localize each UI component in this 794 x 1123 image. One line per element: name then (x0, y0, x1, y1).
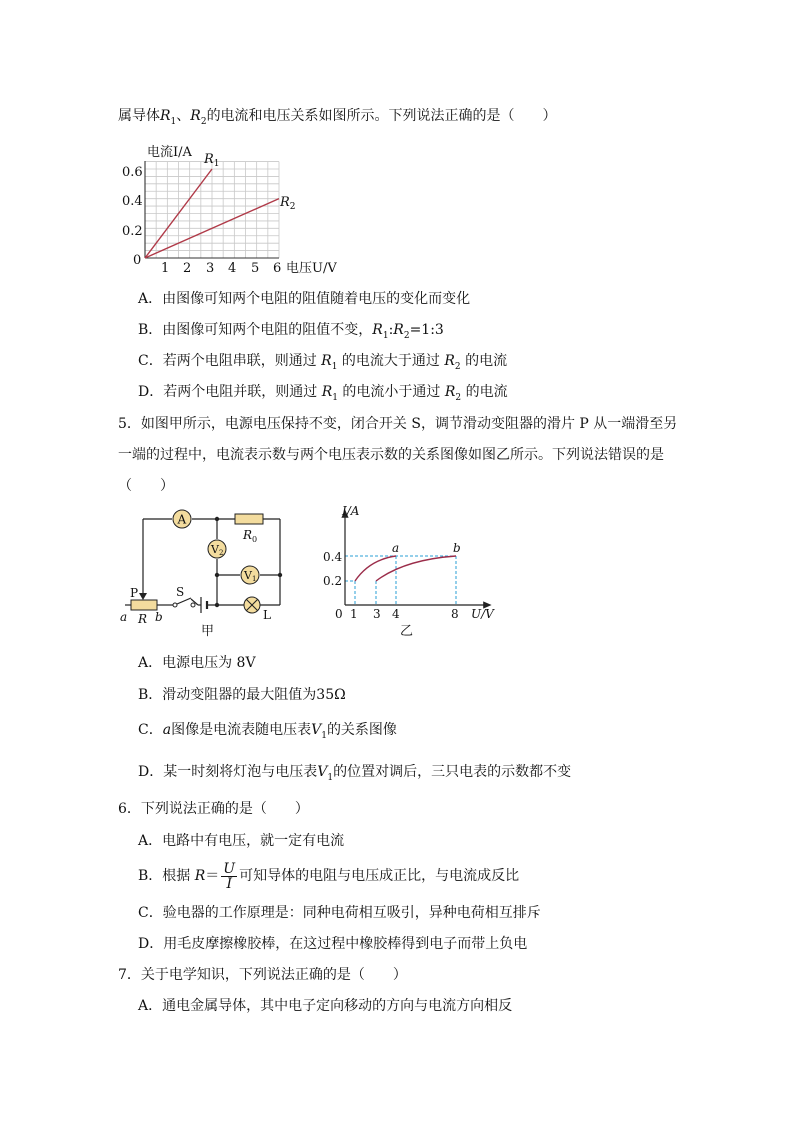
question-5-stem-line-1: 5．如图甲所示，电源电压保持不变，闭合开关 S，调节滑动变阻器的滑片 P 从一端滑至另 (118, 416, 678, 432)
circuit-diagram (115, 505, 300, 640)
x-axis-label: U/V (471, 607, 494, 621)
junction-dot (215, 603, 219, 607)
q6-option-b[interactable]: B．根据 R＝ $\frac{U}{I}$ 可知导体的电阻与电压成正比，与电流成反比 (138, 860, 520, 892)
y-axis-label: 电流I/A (147, 145, 192, 160)
question-5-stem-line-2: 一端的过程中，电流表示数与两个电压表示数的关系图像如图乙所示。下列说法错误的是 (118, 447, 664, 463)
q6-option-d[interactable]: D．用毛皮摩擦橡胶棒，在这过程中橡胶棒得到电子而带上负电 (138, 936, 528, 952)
x-tick-3: 3 (373, 607, 381, 621)
q5-option-a[interactable]: A．电源电压为 8V (138, 655, 256, 671)
q5-option-c[interactable]: C．a图像是电流表随电压表$V_1$的关系图像 (138, 722, 397, 741)
junction-dot (215, 517, 219, 521)
terminal-b-label: b (155, 610, 163, 624)
y-axis-label: I/A (342, 504, 360, 518)
ammeter-label: A (177, 512, 187, 527)
y-tick-0.4: 0.4 (323, 550, 343, 564)
x-tick-8: 8 (451, 607, 459, 621)
q4-option-c[interactable]: C．若两个电阻串联，则通过 $R_1$ 的电流大于通过 $R_2$ 的电流 (138, 353, 508, 372)
r0-label: $R_0$ (243, 528, 258, 544)
y-tick-0.2: 0.2 (323, 574, 343, 588)
y-tick-label: 0.2 (122, 224, 143, 239)
slider-arrow-icon (139, 593, 147, 600)
x-tick-label: 1 (161, 261, 170, 276)
figure-caption-jia: 甲 (201, 624, 215, 639)
curve-b-label: b (453, 541, 461, 555)
series-curves (355, 556, 456, 581)
x-tick-1: 1 (350, 607, 358, 621)
q4-option-b[interactable]: B．由图像可知两个电阻的阻值不变，$R_1:R_2=1:3$ (138, 322, 444, 341)
switch-contact (173, 603, 177, 607)
x-tick-label: 2 (183, 261, 192, 276)
q6-option-a[interactable]: A．电路中有电压，就一定有电流 (138, 833, 345, 849)
series-label-r2: $R_2$ (280, 195, 296, 212)
iu-graph-yi (325, 505, 505, 640)
switch-contact (191, 603, 195, 607)
x-tick-label: 5 (251, 261, 260, 276)
terminal-a-label: a (120, 610, 128, 624)
series-label-r1: $R_1$ (204, 152, 220, 169)
lamp-l-label: L (263, 608, 271, 622)
y-tick-label: 0.6 (122, 165, 143, 180)
q5-option-d[interactable]: D．某一时刻将灯泡与电压表$V_1$的位置对调后，三只电表的示数都不变 (138, 764, 572, 783)
formula-fraction: $\frac{U}{I}$ (223, 860, 236, 892)
q4-option-a[interactable]: A．由图像可知两个电阻的阻值随着电压的变化而变化 (138, 291, 471, 307)
x-tick-label: 6 (273, 261, 282, 276)
x-tick-0: 0 (335, 607, 343, 621)
junction-dot (215, 573, 219, 577)
figure-caption-yi: 乙 (400, 624, 414, 639)
dashed-guides (345, 556, 456, 605)
junction-dot (278, 573, 282, 577)
q6-option-c[interactable]: C．验电器的工作原理是：同种电荷相互吸引，异种电荷相互排斥 (138, 905, 541, 921)
grid (145, 161, 279, 258)
y-tick-label: 0 (133, 253, 142, 268)
rheostat-r-label: R (138, 612, 148, 626)
y-tick-label: 0.4 (122, 194, 143, 209)
question-6-stem: 6．下列说法正确的是（ ） (118, 801, 309, 817)
x-tick-label: 4 (228, 261, 237, 276)
question-4-stem: 属导体$R_1$、$R_2$的电流和电压关系如图所示。下列说法正确的是（ ） (118, 108, 557, 127)
voltmeter-v1-label: V1 (244, 569, 257, 583)
rheostat-r (131, 600, 157, 610)
q7-option-a[interactable]: A．通电金属导体，其中电子定向移动的方向与电流方向相反 (138, 998, 513, 1014)
q5-option-b[interactable]: B．滑动变阻器的最大阻值为35Ω (138, 687, 346, 703)
resistor-r0 (235, 514, 263, 524)
q4-option-d[interactable]: D．若两个电阻并联，则通过 $R_1$ 的电流小于通过 $R_2$ 的电流 (138, 384, 508, 403)
slider-p-label: P (130, 586, 139, 600)
switch-s-label: S (176, 585, 185, 599)
question-7-stem: 7．关于电学知识，下列说法正确的是（ ） (118, 967, 407, 983)
x-tick-4: 4 (392, 607, 400, 621)
x-axis-label: 电压U/V (286, 261, 337, 276)
iu-graph-r1-r2 (120, 140, 360, 280)
curve-a-label: a (392, 541, 400, 555)
voltmeter-v2-label: V2 (211, 543, 224, 557)
curve-b (376, 556, 456, 581)
x-tick-label: 3 (206, 261, 215, 276)
question-5-stem-line-3: （ ） (118, 478, 174, 494)
curve-a (355, 556, 396, 581)
